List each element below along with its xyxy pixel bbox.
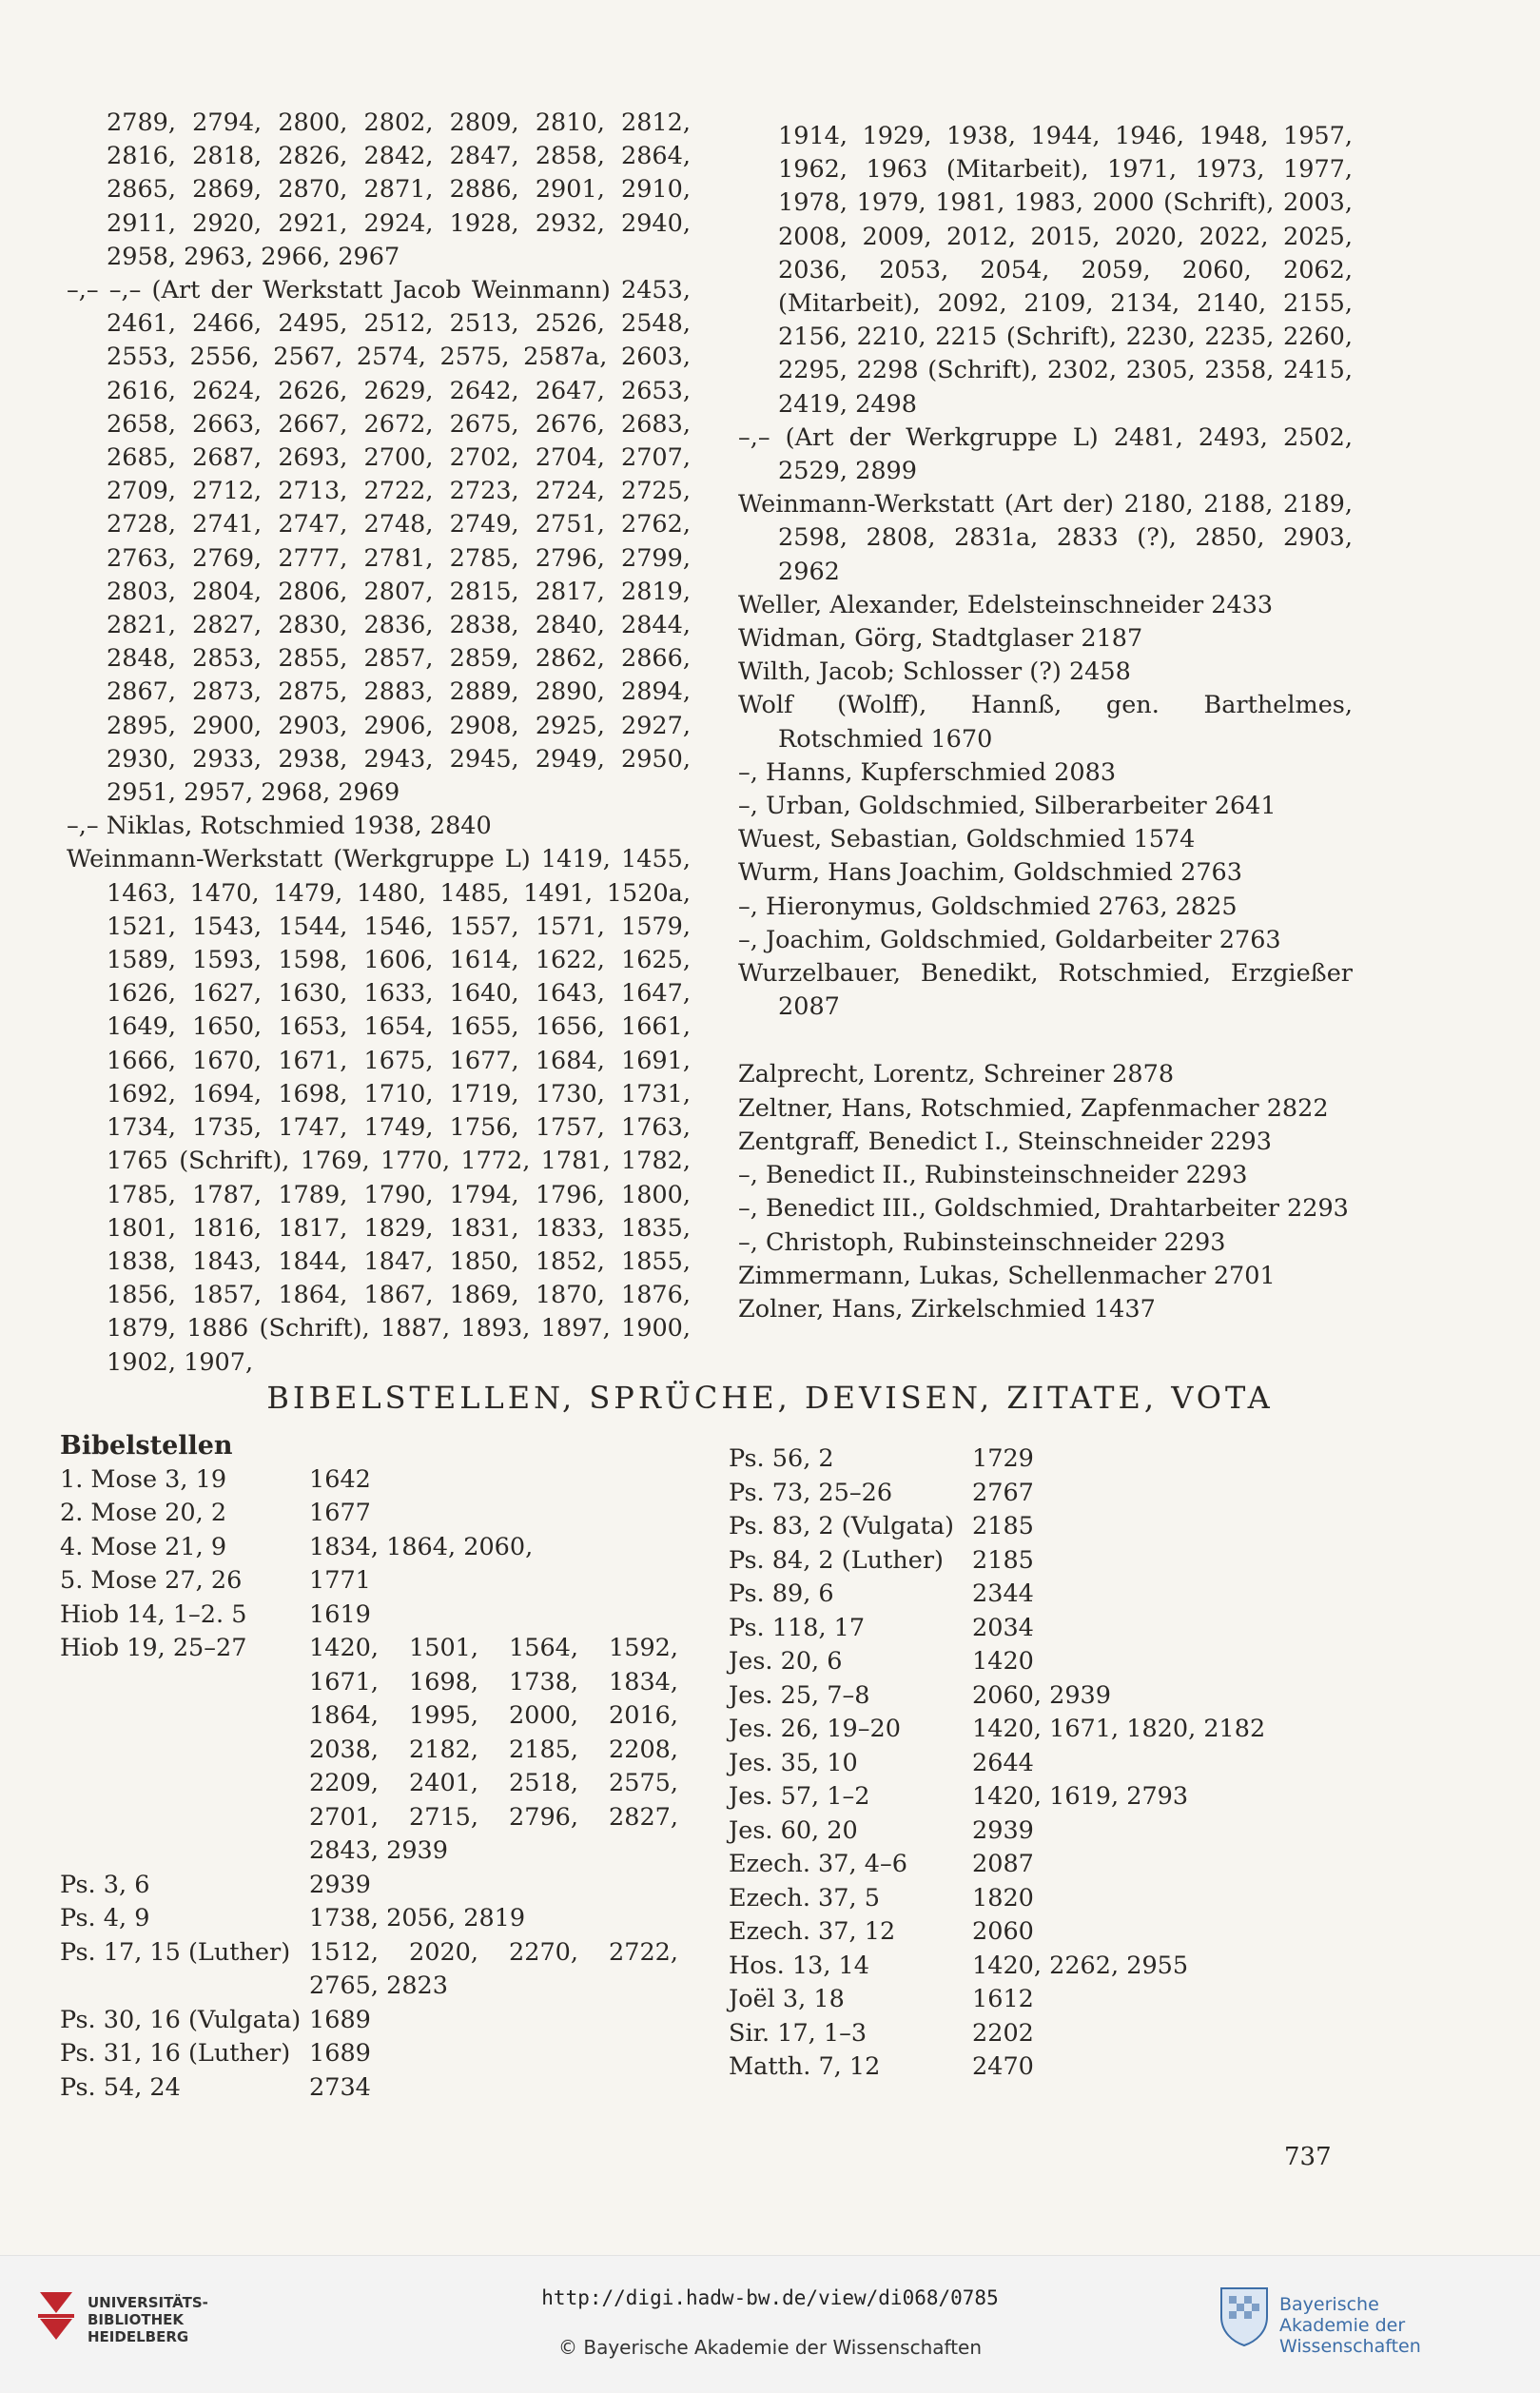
bible-reference-row: [729, 1882, 1356, 1916]
catalogue-numbers: 2734: [309, 2072, 371, 2102]
bible-reference: Ps. 54, 24: [60, 2072, 181, 2102]
bible-reference: Ps. 84, 2 (Luther): [729, 1545, 944, 1575]
catalogue-numbers: 2344: [972, 1579, 1034, 1608]
catalogue-numbers: 1771: [309, 1566, 371, 1595]
bible-reference: Jes. 20, 6: [729, 1647, 843, 1676]
index-entry: –,– –,– (Art der Werkstatt Jacob Weinmann) 2453, 2461, 2466, 2495, 2512, 2513, 2526, 2548, 2553, 2556, 2567, 2574, 2575, 2587a, 2603, 2616, 2624, 2626, 2629, 2642, 2647, 2653, 2658, 2663, 2667, 2672, 2675, 2676, 2683, 2685, 2687, 2693, 2700, 2702, 2704, 2707, 2709, 2712, 2713, 2722, 2723, 2724, 2725, 2728, 2741, 2747, 2748, 2749, 2751, 2762, 2763, 2769, 2777, 2781, 2785, 2796, 2799, 2803, 2804, 2806, 2807, 2815, 2817, 2819, 2821, 2827, 2830, 2836, 2838, 2840, 2844, 2848, 2853, 2855, 2857, 2859, 2862, 2866, 2867, 2873, 2875, 2883, 2889, 2890, 2894, 2895, 2900, 2903, 2906, 2908, 2925, 2927, 2930, 2933, 2938, 2943, 2945, 2949, 2950, 2951, 2957, 2968, 2969: [67, 276, 691, 808]
index-entry: Wuest, Sebastian, Goldschmied 1574: [738, 825, 1196, 854]
bible-reference-row: [729, 1477, 1356, 1511]
catalogue-numbers: 2470: [972, 2052, 1034, 2081]
permalink-url[interactable]: http://digi.hadw-bw.de/view/di068/0785: [541, 2286, 999, 2309]
copyright-notice: © Bayerische Akademie der Wissenschaften: [557, 2336, 983, 2359]
catalogue-numbers: 1420, 1619, 2793: [972, 1782, 1189, 1811]
bible-reference: Ps. 89, 6: [729, 1579, 834, 1608]
bible-reference-row: [60, 1936, 678, 2004]
index-entry: Wolf (Wolff), Hannß, gen. Barthelmes, Rotschmied 1670: [738, 691, 1353, 754]
bible-reference: Joël 3, 18: [729, 1985, 845, 2013]
index-column-left: [67, 107, 691, 1380]
catalogue-numbers: 1677: [309, 1499, 371, 1527]
bible-reference: Jes. 25, 7–8: [729, 1680, 870, 1710]
index-entry: –,– (Art der Werkgruppe L) 2481, 2493, 2502, 2529, 2899: [738, 422, 1353, 486]
bible-reference-row: [60, 1902, 678, 1936]
bible-reference-row: [60, 1599, 678, 1633]
bibelstellen-column-right: [729, 1442, 1356, 2085]
bible-reference: Ps. 30, 16 (Vulgata): [60, 2005, 302, 2034]
bible-reference: Ps. 56, 2: [729, 1444, 834, 1473]
bible-reference: Ps. 31, 16 (Luther): [60, 2039, 291, 2068]
index-entry: –,– Niklas, Rotschmied 1938, 2840: [67, 812, 492, 841]
bible-reference-row: [729, 1679, 1356, 1714]
catalogue-numbers: 1642: [309, 1464, 371, 1494]
index-entry: Widman, Görg, Stadtglaser 2187: [738, 624, 1143, 654]
bible-reference-row: [729, 1612, 1356, 1646]
index-entry: Wurm, Hans Joachim, Goldschmied 2763: [738, 858, 1243, 888]
catalogue-numbers: 1420, 2262, 2955: [972, 1951, 1189, 1980]
index-entry: 1914, 1929, 1938, 1944, 1946, 1948, 1957, 1962, 1963 (Mitarbeit), 1971, 1973, 1977, 1978, 1979, 1981, 1983, 2000 (Schrift), 2003, 2008, 2009, 2012, 2015, 2020, 2022, 2025, 2036, 2053, 2054, 2059, 2060, 2062, (Mitarbeit), 2092, 2109, 2134, 2140, 2155, 2156, 2210, 2215 (Schrift), 2230, 2235, 2260, 2295, 2298 (Schrift), 2302, 2305, 2358, 2415, 2419, 2498: [778, 122, 1353, 419]
bible-reference-row: [729, 1578, 1356, 1612]
bible-reference-row: [729, 1848, 1356, 1882]
index-entry: Wilth, Jacob; Schlosser (?) 2458: [738, 657, 1131, 687]
academy-name[interactable]: Bayerische Akademie der Wissenschaften: [1279, 2294, 1421, 2357]
academy-logo-icon[interactable]: [1216, 2285, 1273, 2347]
section-heading: BIBELSTELLEN, SPRÜCHE, DEVISEN, ZITATE, VOTA: [266, 1380, 1274, 1416]
bible-reference: Ps. 73, 25–26: [729, 1478, 893, 1507]
bible-reference: Hiob 19, 25–27: [60, 1634, 247, 1662]
bible-reference-row: [729, 2050, 1356, 2085]
index-entry: 2789, 2794, 2800, 2802, 2809, 2810, 2812, 2816, 2818, 2826, 2842, 2847, 2858, 2864, 2865, 2869, 2870, 2871, 2886, 2901, 2910, 2911, 2920, 2921, 2924, 1928, 2932, 2940, 2958, 2963, 2966, 2967: [107, 108, 691, 271]
index-entry: Weinmann-Werkstatt (Art der) 2180, 2188, 2189, 2598, 2808, 2831a, 2833 (?), 2850, 2903, 2962: [738, 490, 1353, 586]
index-entry: –, Hieronymus, Goldschmied 2763, 2825: [738, 892, 1238, 921]
catalogue-numbers: 1729: [972, 1444, 1034, 1473]
bible-reference: Hos. 13, 14: [729, 1951, 869, 1980]
bible-reference-row: [60, 1497, 678, 1531]
index-entry: Wurzelbauer, Benedikt, Rotschmied, Erzgießer 2087: [738, 959, 1353, 1022]
bible-reference: Jes. 57, 1–2: [729, 1782, 870, 1811]
bible-reference-row: [60, 1869, 678, 1903]
catalogue-numbers: 2060, 2939: [972, 1680, 1112, 1710]
section-gap: [738, 1024, 1353, 1058]
catalogue-numbers: 1689: [309, 2039, 371, 2068]
bible-reference: Hiob 14, 1–2. 5: [60, 1599, 247, 1629]
bible-reference: Ezech. 37, 12: [729, 1917, 896, 1946]
bible-reference: Ezech. 37, 5: [729, 1883, 880, 1912]
catalogue-numbers: 1834, 1864, 2060,: [309, 1532, 534, 1561]
catalogue-numbers: 1420: [972, 1647, 1034, 1676]
catalogue-numbers: 1612: [972, 1985, 1034, 2013]
catalogue-numbers: 2185: [972, 1545, 1034, 1575]
bible-reference-row: [60, 2004, 678, 2038]
bible-reference-row: [729, 1510, 1356, 1544]
viewer-footer: [0, 2255, 1540, 2393]
catalogue-numbers: 2939: [309, 1870, 371, 1899]
bible-reference-row: [60, 1564, 678, 1599]
index-entry: Zolner, Hans, Zirkelschmied 1437: [738, 1294, 1156, 1324]
catalogue-numbers: 2939: [972, 1815, 1034, 1845]
bible-reference: Jes. 60, 20: [729, 1815, 858, 1845]
index-entry: –, Joachim, Goldschmied, Goldarbeiter 2763: [738, 925, 1281, 954]
index-entry: –, Urban, Goldschmied, Silberarbeiter 2641: [738, 792, 1277, 821]
bible-reference-row: [729, 1645, 1356, 1679]
catalogue-numbers: 2034: [972, 1613, 1034, 1642]
bible-reference: Jes. 35, 10: [729, 1748, 858, 1777]
bible-reference: 2. Mose 20, 2: [60, 1499, 227, 1527]
bible-reference: 4. Mose 21, 9: [60, 1532, 227, 1561]
bible-reference: Matth. 7, 12: [729, 2052, 881, 2081]
catalogue-numbers: 2060: [972, 1917, 1034, 1946]
bible-reference: Ps. 83, 2 (Vulgata): [729, 1512, 954, 1540]
bible-reference: Sir. 17, 1–3: [729, 2018, 867, 2048]
bible-reference: Ps. 3, 6: [60, 1870, 150, 1899]
bible-reference: Ps. 17, 15 (Luther): [60, 1937, 291, 1967]
catalogue-numbers: 1820: [972, 1883, 1034, 1912]
bible-reference-row: [729, 1983, 1356, 2017]
index-entry: Zimmermann, Lukas, Schellenmacher 2701: [738, 1261, 1276, 1290]
bible-reference-row: [729, 1780, 1356, 1814]
index-entry: Zentgraff, Benedict I., Steinschneider 2293: [738, 1127, 1272, 1156]
catalogue-numbers: 2202: [972, 2018, 1034, 2048]
bible-reference: 1. Mose 3, 19: [60, 1464, 227, 1494]
catalogue-numbers: 1738, 2056, 2819: [309, 1904, 526, 1932]
bibelstellen-column-left: [60, 1429, 678, 2105]
bible-reference: Ezech. 37, 4–6: [729, 1850, 907, 1878]
bible-reference: Ps. 118, 17: [729, 1613, 866, 1642]
bible-reference: 5. Mose 27, 26: [60, 1566, 243, 1595]
bible-reference-row: [729, 1713, 1356, 1747]
bible-reference-row: [729, 1747, 1356, 1781]
catalogue-numbers: 1420, 1671, 1820, 2182: [972, 1715, 1266, 1743]
index-entry: –, Hanns, Kupferschmied 2083: [738, 757, 1117, 787]
index-column-right: [738, 120, 1353, 1326]
catalogue-numbers: 1689: [309, 2005, 371, 2034]
index-entry: Zeltner, Hans, Rotschmied, Zapfenmacher 2822: [738, 1093, 1329, 1123]
bible-reference-row: [729, 1915, 1356, 1950]
catalogue-numbers: 2185: [972, 1512, 1034, 1540]
catalogue-numbers: 1619: [309, 1599, 371, 1629]
index-entry: Weller, Alexander, Edelsteinschneider 2433: [738, 590, 1274, 619]
bible-reference-row: [60, 1531, 678, 1565]
bible-reference-row: [729, 2017, 1356, 2051]
university-library-name[interactable]: UNIVERSITÄTS- BIBLIOTHEK HEIDELBERG: [88, 2294, 208, 2345]
index-entry: –, Benedict II., Rubinsteinschneider 2293: [738, 1161, 1248, 1190]
bible-reference-row: [60, 2071, 678, 2106]
bibelstellen-heading: Bibelstellen: [60, 1431, 233, 1461]
page-number: 737: [1284, 2143, 1332, 2171]
catalogue-numbers: 2087: [972, 1850, 1034, 1878]
bible-reference-row: [60, 2037, 678, 2071]
bible-reference-row: [729, 1544, 1356, 1579]
bible-reference-row: [729, 1814, 1356, 1849]
bible-reference-row: [60, 1463, 678, 1498]
index-entry: Weinmann-Werkstatt (Werkgruppe L) 1419, 1455, 1463, 1470, 1479, 1480, 1485, 1491, 1520a, 1521, 1543, 1544, 1546, 1557, 1571, 1579, 1589, 1593, 1598, 1606, 1614, 1622, 1625, 1626, 1627, 1630, 1633, 1640, 1643, 1647, 1649, 1650, 1653, 1654, 1655, 1656, 1661, 1666, 1670, 1671, 1675, 1677, 1684, 1691, 1692, 1694, 1698, 1710, 1719, 1730, 1731, 1734, 1735, 1747, 1749, 1756, 1757, 1763, 1765 (Schrift), 1769, 1770, 1772, 1781, 1782, 1785, 1787, 1789, 1790, 1794, 1796, 1800, 1801, 1816, 1817, 1829, 1831, 1833, 1835, 1838, 1843, 1844, 1847, 1850, 1852, 1855, 1856, 1857, 1864, 1867, 1869, 1870, 1876, 1879, 1886 (Schrift), 1887, 1893, 1897, 1900, 1902, 1907,: [67, 845, 691, 1377]
catalogue-numbers: 2644: [972, 1748, 1034, 1777]
bible-reference: Jes. 26, 19–20: [729, 1715, 901, 1743]
index-entry: Zalprecht, Lorentz, Schreiner 2878: [738, 1060, 1175, 1089]
bible-reference: Ps. 4, 9: [60, 1904, 150, 1932]
bible-reference-row: [729, 1950, 1356, 1984]
bible-reference-row: [729, 1442, 1356, 1477]
index-entry: –, Benedict III., Goldschmied, Drahtarbeiter 2293: [738, 1194, 1349, 1224]
catalogue-numbers: 2767: [972, 1478, 1034, 1507]
index-entry: –, Christoph, Rubinsteinschneider 2293: [738, 1227, 1226, 1257]
bible-reference-row: [60, 1632, 678, 1869]
catalogue-numbers: 1420, 1501, 1564, 1592, 1671, 1698, 1738, 1834, 1864, 1995, 2000, 2016, 2038, 2182, 2185, 2208, 2209, 2401, 2518, 2575, 2701, 2715, 2796, 2827, 2843, 2939: [309, 1634, 678, 1865]
catalogue-numbers: 1512, 2020, 2270, 2722, 2765, 2823: [309, 1937, 678, 2000]
